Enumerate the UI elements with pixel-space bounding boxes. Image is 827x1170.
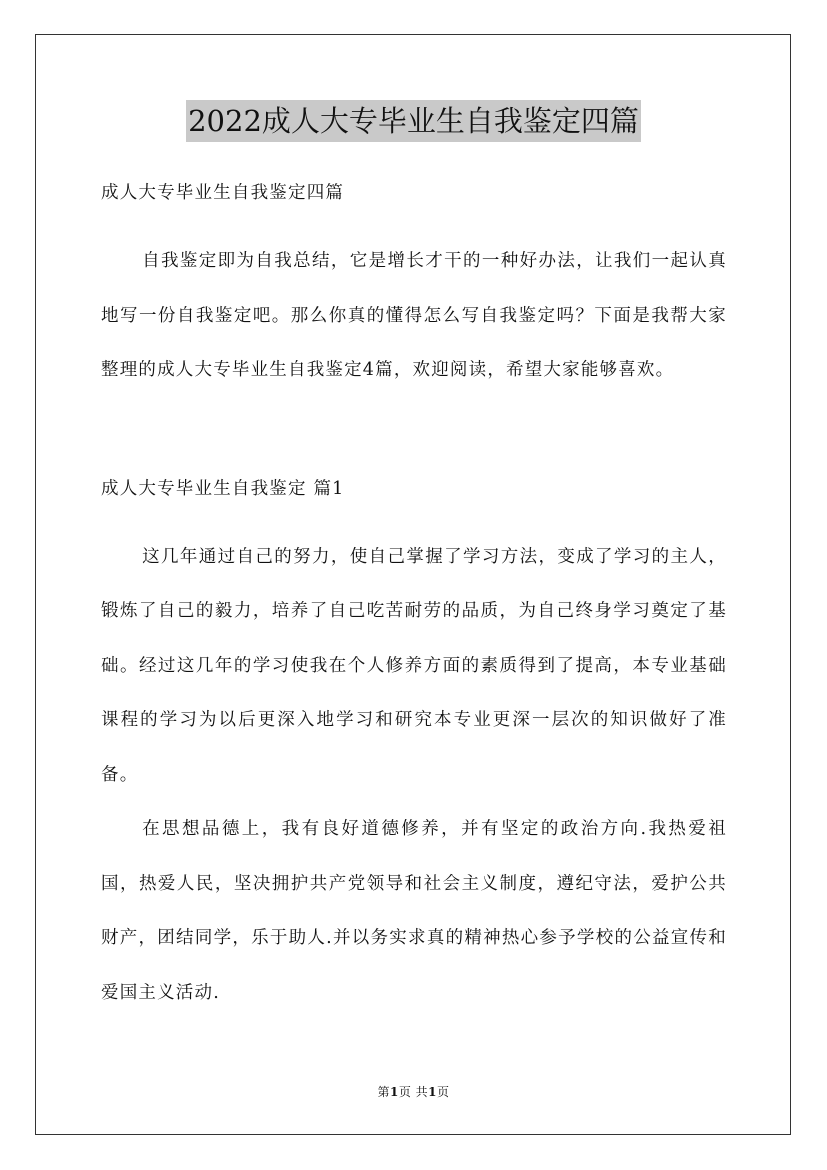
document-subtitle: 成人大专毕业生自我鉴定四篇	[101, 183, 345, 203]
document-title: 2022成人大专毕业生自我鉴定四篇	[186, 100, 641, 142]
footer-page-current: 1	[389, 1085, 399, 1099]
footer-page-suffix: 页	[437, 1085, 450, 1099]
page-footer	[0, 1083, 827, 1101]
section-heading: 成人大专毕业生自我鉴定 篇1	[101, 478, 345, 499]
intro-paragraph: 自我鉴定即为自我总结，它是增长才干的一种好办法，让我们一起认真地写一份自我鉴定吧。那么你真的懂得怎么写自我鉴定吗？下面是我帮大家整理的成人大专毕业生自我鉴定4篇，欢迎阅读，希望大家能够喜欢。	[101, 251, 727, 380]
section-paragraph-2: 在思想品德上，我有良好道德修养，并有坚定的政治方向.我热爱祖国，热爱人民，坚决拥护共产党领导和社会主义制度，遵纪守法，爱护公共财产，团结同学，乐于助人.并以务实求真的精神热心参予学校的公益宣传和爱国主义活动.	[101, 819, 727, 1003]
footer-page-mid: 页 共	[398, 1085, 429, 1099]
section-paragraph-1: 这几年通过自己的努力，使自己掌握了学习方法，变成了学习的主人，锻炼了自己的毅力，培养了自己吃苦耐劳的品质，为自己终身学习奠定了基础。经过这几年的学习使我在个人修养方面的素质得到了提高，本专业基础课程的学习为以后更深入地学习和研究本专业更深一层次的知识做好了准备。	[101, 546, 727, 785]
document-body	[101, 172, 727, 1020]
title-container	[0, 100, 827, 142]
footer-page-total: 1	[428, 1085, 438, 1099]
footer-page-prefix: 第	[377, 1085, 390, 1099]
